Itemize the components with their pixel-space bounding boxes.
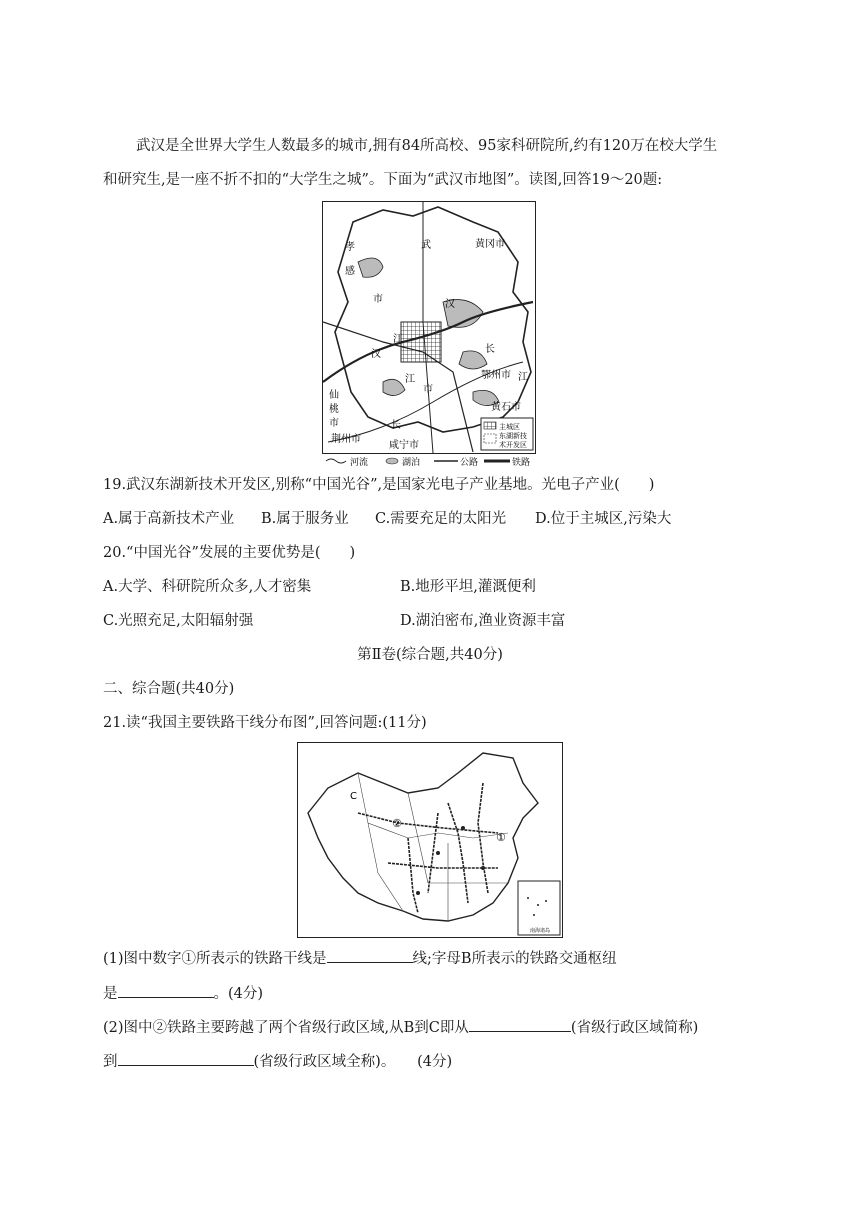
- map-label-one: ①: [496, 831, 506, 844]
- q20-option-c: C.光照充足,太阳辐射强: [103, 613, 254, 629]
- label-jingzhou: 荆州市: [331, 434, 361, 445]
- q21-p2-text-a: (2)图中②铁路主要跨越了两个省级行政区域,从B到C即从: [103, 1020, 469, 1036]
- q21-p2-text-b: (省级行政区域简称): [570, 1020, 699, 1036]
- legend-lake: 湖泊: [402, 458, 421, 468]
- passage-line-2: 和研究生,是一座不折不扣的“大学生之城”。下面为“武汉市地图”。读图,回答19～20题:: [103, 172, 663, 188]
- label-han-2: 汉: [371, 349, 381, 360]
- label-xiaogan-3: 市: [373, 294, 383, 305]
- passage-line-1: 武汉是全世界大学生人数最多的城市,拥有84所高校、95家科研院所,约有120万在校大学生: [136, 138, 718, 154]
- q20-stem: 20.“中国光谷”发展的主要优势是( ): [103, 545, 356, 561]
- label-xiaogan-2: 感: [345, 266, 355, 277]
- section2-header: 二、综合题(共40分): [103, 681, 235, 697]
- q21-p2-text-d: (省级行政区域全称)。 (4分): [253, 1054, 453, 1070]
- q21-p2-blank-1[interactable]: [469, 1017, 571, 1032]
- label-xiantao-3: 市: [329, 418, 339, 429]
- legend-road: 公路: [460, 458, 479, 468]
- q21-part2-line1: [103, 1017, 698, 1038]
- q21-p1-text-a: (1)图中数字①所表示的铁路干线是: [103, 951, 327, 967]
- label-chang-2: 长: [391, 420, 401, 431]
- q19-stem: 19.武汉东湖新技术开发区,别称“中国光谷”,是国家光电子产业基地。光电子产业( ): [103, 477, 655, 493]
- q21-p2-text-c: 到: [103, 1054, 118, 1070]
- label-huanggang: 黄冈市: [475, 239, 505, 250]
- q19-option-b: B.属于服务业: [261, 511, 349, 527]
- q21-p1-text-b: 线;字母B所表示的铁路交通枢纽: [412, 951, 617, 967]
- label-ezhou: 鄂州市: [481, 370, 511, 381]
- inset-label: 南海诸岛: [530, 928, 551, 934]
- q21-p1-text-c: 是: [103, 986, 118, 1002]
- china-railway-map-drawing: [298, 743, 562, 937]
- legend-main-area: 主城区: [499, 423, 520, 431]
- label-jiang-3: 江: [518, 372, 528, 383]
- q20-option-d: D.湖泊密布,渔业资源丰富: [400, 613, 566, 629]
- legend-river: 河流: [350, 458, 369, 468]
- label-xianning: 咸宁市: [389, 440, 419, 451]
- q21-p1-blank-1[interactable]: [327, 948, 413, 963]
- q20-option-b: B.地形平坦,灌溉便利: [400, 579, 536, 595]
- label-chang-1: 长: [485, 344, 495, 355]
- label-xiantao-2: 桃: [329, 404, 339, 415]
- q21-p1-blank-2[interactable]: [118, 983, 214, 998]
- section2-title: 第Ⅱ卷(综合题,共40分): [357, 647, 503, 663]
- wuhan-map-legend: [322, 453, 534, 469]
- map-label-c: C: [350, 791, 357, 802]
- wuhan-map: [322, 201, 536, 454]
- q19-option-c: C.需要充足的太阳光: [375, 511, 507, 527]
- q20-option-a: A.大学、科研院所众多,人才密集: [103, 579, 312, 595]
- legend-dev-zone-2: 术开发区: [499, 441, 527, 449]
- label-xiaogan-1: 孝: [345, 242, 355, 253]
- map-label-two: ②: [392, 817, 402, 830]
- label-jiang-1: 江: [393, 334, 403, 345]
- q21-part1-line2: [103, 983, 263, 1004]
- q21-part2-line2: [103, 1051, 452, 1072]
- legend-railway: 铁路: [512, 458, 531, 468]
- label-wu: 武: [421, 240, 431, 251]
- label-shi: 市: [423, 384, 433, 395]
- label-han-1: 汉: [445, 299, 455, 310]
- q19-option-d: D.位于主城区,污染大: [535, 511, 672, 527]
- q21-stem: 21.读“我国主要铁路干线分布图”,回答问题:(11分): [103, 715, 427, 731]
- china-railway-map: [297, 742, 563, 938]
- q19-option-a: A.属于高新技术产业: [103, 511, 235, 527]
- label-xiantao-1: 仙: [329, 390, 339, 401]
- q21-part1-line1: [103, 948, 617, 969]
- legend-dev-zone-1: 东湖新技: [499, 432, 527, 440]
- q21-p1-text-d: 。(4分): [213, 986, 264, 1002]
- label-jiang-2: 江: [405, 374, 415, 385]
- q21-p2-blank-2[interactable]: [118, 1051, 254, 1066]
- wuhan-map-drawing: [323, 202, 535, 453]
- label-huangshi: 黄石市: [491, 402, 521, 413]
